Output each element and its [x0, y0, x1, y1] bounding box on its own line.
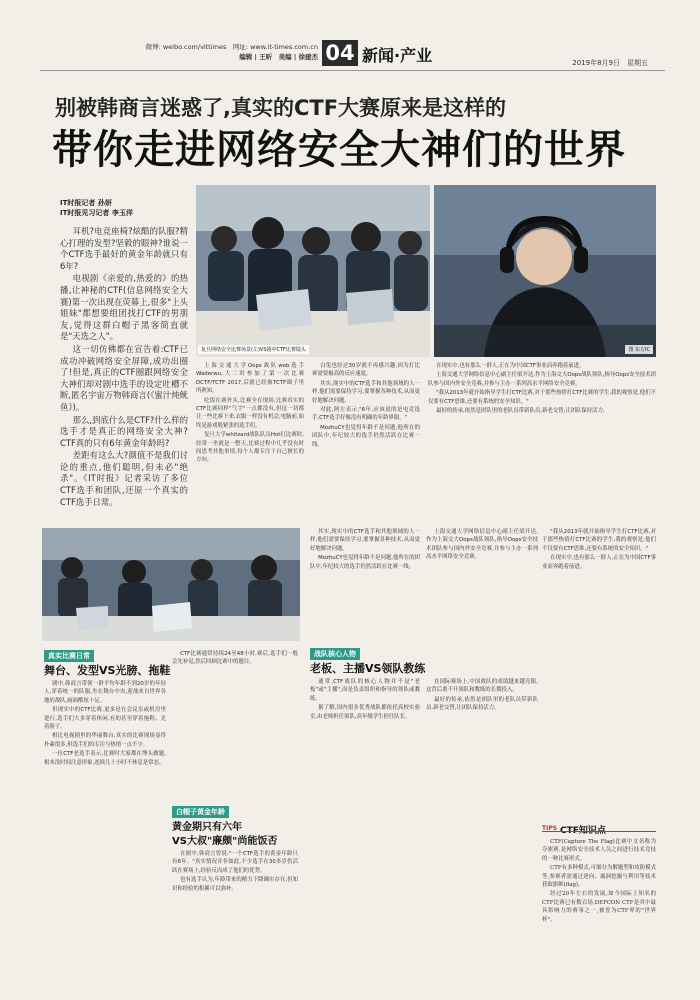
body-paragraph: 在国际赛场上,中国战队的成绩越来越亮眼,这背后离不开领队和教练的长期投入。 — [426, 679, 538, 694]
photo-session-graphic — [42, 528, 300, 641]
lead-paragraph: 差距有这么大?颜值不是我们讨论的重点,他们聪明,但未必"绝杀"。《IT时报》记者采访了多位CTF选手和团队,还原一个真实的CTF选手日常。 — [60, 450, 188, 507]
page-number: 04 — [322, 40, 358, 66]
photo-credit: 图 东方IC — [625, 345, 653, 354]
tips-text — [542, 838, 656, 942]
lead-paragraph: 耳机?电竞座椅?炫酷的队服?精心打理的发型?坚毅的眼神?谁说一个CTF选手最好的黄金年龄就只有6年? — [60, 226, 188, 271]
photo-team-session — [42, 528, 300, 641]
body-paragraph: 上海交通大学网络信息中心副主任梁开达,作为上海交大Oops战队领队,指导Oops安全技术团队参与国内外安全竞赛,并参与主办一系列高水平网络安全竞赛。 — [428, 372, 656, 387]
body-paragraph: 上海交通大学Oops战队web选手Waderwu,大二时参加了第一次比赛DCTF/TCTF 2017,后就已经被TCTF圈子里所熟知。 — [196, 363, 304, 395]
lead-paragraph: 那么,到底什么是CTF?什么样的选手才是真正的网络安全大神?CTF真的只有6年黄金年龄吗? — [60, 414, 188, 448]
section-3-text-a — [310, 678, 420, 950]
section-title-1: 舞台、发型VS光膀、拖鞋 — [44, 664, 171, 677]
body-paragraph: 上海交通大学网络信息中心副主任梁开达,作为上海交大Oops战队领队,指导Oops安全技术团队参与国内外安全竞赛,并参与主办一系列高水平网络安全竞赛。 — [426, 529, 538, 561]
body-paragraph: 对此,阿左表示,"6年,应该说的是电竞选手,CTF选手好像没有明确的年龄界限。" — [312, 407, 420, 422]
masthead-divider — [40, 70, 665, 71]
photo-competition-scene — [196, 185, 430, 357]
body-paragraph: 最好的传承,依然是团队里的老队员带新队员,新老交替,让团队保持活力。 — [436, 408, 609, 415]
section-tag-3: 战队核心人物 — [310, 648, 360, 660]
body-paragraph: CTF比赛通常持续24至48小时,赛后,选手们一般会先补觉,然后回顾比赛中的题目。 — [172, 651, 298, 666]
section-title-2a: 黄金期只有六年 — [172, 822, 242, 833]
publication-date: 2019年8月9日 星期五 — [572, 59, 648, 67]
body-paragraph: 其实,现实中的CTF选手和其他领域的人一样,他们需要保持学习,要掌握各种技术,从而更好地解决问题。 — [310, 529, 420, 552]
byline — [60, 198, 180, 218]
section-title-2b: VS大叔"廉颇"尚能饭否 — [172, 836, 278, 847]
body-paragraph: 但现实中的CTF比赛,更多是在会议室或机房里进行,选手们大多穿着休闲,有的甚至穿着拖鞋、光着膀子。 — [44, 707, 166, 731]
body-paragraph: 复旦大学whitzard战队队员Hot打比赛时,经常一坐就是一整天,比赛过程中几乎没有时间思考其他事情,每个人都专注于自己擅长的方向。 — [196, 432, 304, 464]
body-paragraph: "我从2013年就开始指导学生打CTF比赛,对于那些热情打CTF比赛的学生,我的观察是,他们不仅要有CTF思维,还要有系统的安全知识。" — [542, 529, 656, 552]
body-column-right — [542, 528, 656, 818]
masthead-info — [118, 42, 318, 62]
body-paragraph: 在剧中,韩商言曾说:"一个CTF选手的黄金年龄只有6年。"真实情况并非如此,不少选手在30多岁仍活跃在赛场上,经验反而成了他们的优势。 — [172, 851, 298, 874]
section-title: 新闻·产业 — [362, 46, 433, 65]
body-paragraph: 据了解,国内很多优秀战队都依托高校实验室,由老师担任领队,高年级学生担任队长。 — [310, 705, 420, 720]
photo-caption: 复旦网络安全比赛场景(左)VS剧中CTF比赛镜头 — [198, 345, 309, 354]
section-tag-2: 白帽子黄金年龄 — [172, 806, 229, 818]
body-paragraph: MozhuCY也觉得年龄不是问题,他所在的团队中,年纪较大的选手仍然活跃在比赛一线。 — [312, 424, 420, 448]
body-column-3 — [312, 362, 420, 522]
body-paragraph: 也有选手认为,年龄带来的精力下降确实存在,但知识和经验的积累可以弥补。 — [172, 877, 298, 892]
body-column-4 — [428, 362, 656, 522]
headline-main: 带你走进网络安全大神们的世界 — [52, 127, 626, 173]
tips-box — [542, 831, 656, 943]
body-column-2 — [196, 362, 304, 522]
body-paragraph: 剧中,韩商言带领一群平均年龄不到20岁的年轻人,穿着统一的队服,坐在舞台中央,迎战来自世界各地的战队,画面酷炫十足。 — [44, 681, 166, 704]
lead-column — [60, 226, 188, 522]
masthead-contact: 微博: weibo.com/vittimes 网址: www.it-times.com.cn — [145, 43, 318, 51]
lead-paragraph: 电视剧《亲爱的,热爱的》的热播,让神秘的CTF(信息网络安全大赛)第一次出现在荧幕上,很多"上头姐妹"都想要组团找打CTF的男朋友,觉得这群白帽子黑客简直就是"天选之人"。 — [60, 273, 188, 342]
section-1-text-cont — [172, 650, 298, 802]
body-column-mid-1 — [310, 528, 420, 638]
tips-paragraph: 经过20年左右的发展,如今国际上知名的CTF比赛已有数百场,DEFCON CTF是其中最具影响力的赛事之一,被誉为CTF界的"世界杯"。 — [542, 891, 656, 923]
body-paragraph: 在现实中,也有那么一群人,正在为中国CTF事业而奔跑着前进。 — [542, 555, 656, 570]
body-paragraph: 最好的传承,依然是团队里的老队员带新队员,新老交替,让团队保持活力。 — [426, 696, 538, 712]
tips-label: TIPS — [542, 825, 558, 832]
body-paragraph: 通常,CTF战队的核心人物并不是"老板"或"主播",而是负责组织和指导的领队或教练。 — [310, 679, 420, 702]
section-3-text-b — [426, 678, 538, 950]
body-column-mid-2 — [426, 528, 538, 638]
section-title-3: 老板、主播VS领队教练 — [310, 662, 426, 675]
tips-paragraph: CTF(Capture The Flag)比赛中文名称为夺旗赛,是网络安全技术人员之间进行技术竞技的一种比赛形式。 — [542, 839, 656, 862]
body-paragraph: 在现实中,也有那么一群人,正在为中国CTF事业而奔跑着前进。 — [436, 363, 585, 369]
photo-drama-graphic — [434, 185, 656, 357]
section-tag-1: 真实比赛日常 — [44, 650, 94, 662]
body-paragraph: 吃饭在赛外头,比赛全在现场,比赛真实的CTF比赛同样"气宇"一点都没有,但这一切都让一些比赛下来,衣服一样没有机会,电脑前,始终是游戏般紧张的选手们。 — [196, 397, 304, 429]
body-paragraph: 一位CTF老选手表示,比赛时大家都在埋头做题,根本没时间注意形象,连续几十小时不休息是常态。 — [44, 751, 166, 766]
section-2-text — [172, 850, 298, 950]
photo-drama-still — [434, 185, 656, 357]
tips-title: CTF知识点 — [560, 826, 606, 836]
body-paragraph: "我从2013年就开始指导学生打CTF比赛,对于那些热情打CTF比赛的学生,我的观察是,他们不仅要有CTF思维,还要有系统的安全知识。" — [428, 390, 656, 405]
photo-scene-graphic — [196, 185, 430, 357]
body-paragraph: 白兔也经过30岁就不再感兴趣,因为打比赛需要极高的反应速度。 — [312, 363, 420, 378]
headline-kicker: 别被韩商言迷惑了,真实的CTF大赛原来是这样的 — [55, 96, 507, 120]
body-paragraph: MozhuCY也觉得年龄不是问题,他所在的团队中,年纪较大的选手仍然活跃在比赛一线。 — [310, 555, 420, 570]
tips-paragraph: CTF有多种模式,可细分为解题型和攻防模式等,参赛者需通过逆向、漏洞挖掘与利用等技术获取旗帜(flag)。 — [542, 865, 656, 889]
lead-paragraph: 这一切仿佛都在宣告着:CTF已成功冲破网络安全屏障,成功出圈了!但是,真正的CTF圈跟网络安全大神们却对剧中选手的设定吐槽不断,匿名宇宙万物韩商言(《蜜汁炖鱿鱼》)。 — [60, 343, 188, 412]
body-paragraph: 其实,现实中的CTF选手和其他领域的人一样,他们需要保持学习,要掌握各种技术,从而更好地解决问题。 — [312, 380, 420, 404]
masthead-editors: 编辑 | 王昕 美编 | 徐建杰 — [239, 53, 318, 61]
byline-intern-reporter: IT时报见习记者 李玉洋 — [60, 209, 133, 217]
byline-reporter: IT时报记者 孙妍 — [60, 199, 112, 207]
section-1-text — [44, 680, 166, 950]
body-paragraph: 相比电视剧里的华丽舞台,真实的比赛现场显得朴素很多,但选手们的专注与热情一点不少。 — [44, 733, 166, 748]
